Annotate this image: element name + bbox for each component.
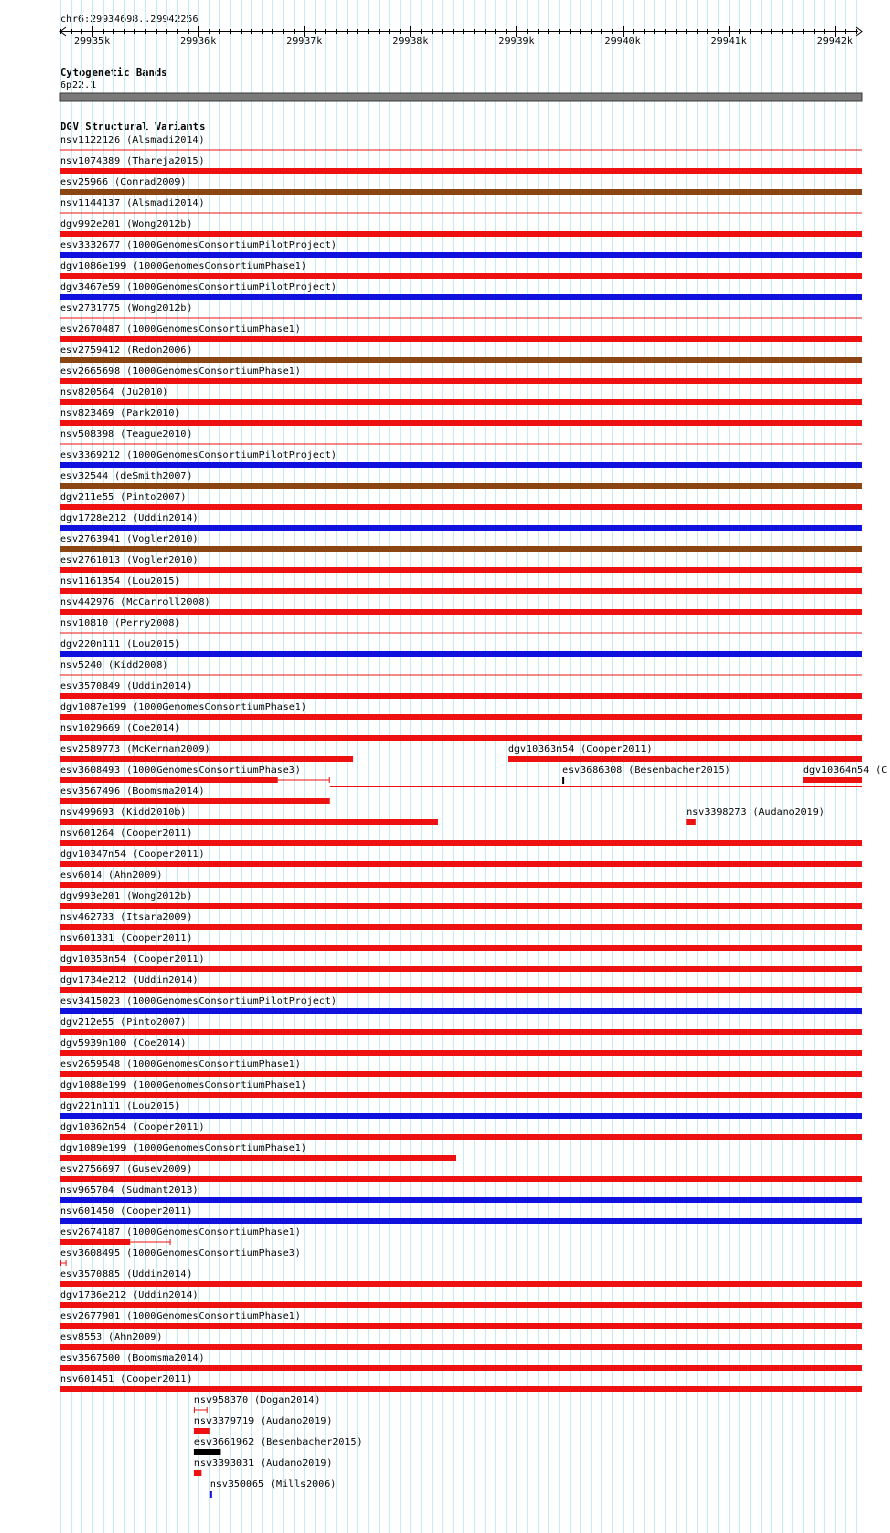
variant-bar [60, 1344, 862, 1350]
variant-bar [60, 1386, 862, 1392]
variant-bar [60, 693, 862, 699]
variant-feature [60, 429, 862, 444]
variant-label: dgv1089e199 (1000GenomesConsortiumPhase1) [60, 1143, 307, 1154]
ruler-tick-label: 29941k [710, 36, 747, 47]
variant-label: nsv3393031 (Audano2019) [193, 1458, 333, 1469]
cytoband-track-title: Cytogenetic Bands [60, 67, 168, 79]
variant-feature [60, 723, 862, 741]
variant-feature [60, 954, 862, 972]
variant-bar [60, 756, 353, 762]
variant-bar [60, 1113, 862, 1119]
variant-bar [60, 1281, 862, 1287]
variant-bar [60, 1071, 862, 1077]
cytoband-label: 6p22.1 [60, 80, 97, 91]
variant-bar [60, 525, 862, 531]
variant-label: dgv10364n54 (C [803, 765, 888, 776]
variant-feature [194, 1458, 332, 1476]
variant-label: esv2759412 (Redon2006) [60, 345, 193, 356]
variant-bar [60, 336, 862, 342]
variant-bar [60, 819, 438, 825]
variant-bar [60, 1092, 862, 1098]
variant-label: esv3661962 (Besenbacher2015) [193, 1437, 363, 1448]
variant-feature [60, 177, 862, 195]
variant-label: nsv10810 (Perry2008) [60, 618, 181, 629]
variant-label: nsv965704 (Sudmant2013) [60, 1185, 199, 1196]
variant-label: esv2761013 (Vogler2010) [60, 555, 199, 566]
variant-label: esv25966 (Conrad2009) [60, 177, 187, 188]
variant-bar [60, 945, 862, 951]
variant-label: nsv3398273 (Audano2019) [686, 807, 825, 818]
variant-feature [60, 1290, 862, 1308]
variant-feature [60, 765, 330, 783]
variant-bar [60, 1302, 862, 1308]
variant-feature [60, 618, 862, 633]
dgv-track-title: DGV Structural Variants [60, 121, 206, 133]
variant-feature [60, 1206, 862, 1224]
variant-feature [60, 1017, 862, 1035]
variant-label: esv3567500 (Boomsma2014) [60, 1353, 205, 1364]
variant-label: dgv10347n54 (Cooper2011) [60, 849, 205, 860]
variant-bar [60, 1155, 456, 1161]
variant-label: esv3570885 (Uddin2014) [60, 1269, 193, 1280]
variant-feature [60, 534, 862, 552]
variant-label: dgv992e201 (Wong2012b) [60, 219, 193, 230]
variant-label: dgv221n111 (Lou2015) [60, 1101, 181, 1112]
variant-feature [60, 1038, 862, 1056]
variant-bar [60, 1029, 862, 1035]
variant-feature [194, 1395, 320, 1413]
variant-bar [60, 546, 862, 552]
variant-label: dgv212e55 (Pinto2007) [60, 1017, 187, 1028]
variant-feature [60, 282, 862, 300]
variant-label: esv6014 (Ahn2009) [60, 870, 163, 881]
variant-bar [60, 294, 862, 300]
variant-label: nsv5240 (Kidd2008) [60, 660, 169, 671]
variant-bar [60, 231, 862, 237]
variant-feature [60, 366, 862, 384]
variant-label: nsv820564 (Ju2010) [60, 387, 169, 398]
variant-label: esv3686308 (Besenbacher2015) [562, 765, 731, 776]
variant-bar [60, 714, 862, 720]
variant-feature [60, 345, 862, 363]
ruler-tick-label: 29936k [180, 36, 217, 47]
variant-bar [803, 777, 862, 783]
variant-feature [60, 471, 862, 489]
variant-label: esv2731775 (Wong2012b) [60, 303, 193, 314]
variant-bar [60, 966, 862, 972]
variant-feature [60, 387, 862, 405]
variant-bar [60, 1218, 862, 1224]
variant-bar [60, 1197, 862, 1203]
variant-bar [60, 735, 862, 741]
variant-label: esv2665698 (1000GenomesConsortiumPhase1) [60, 366, 301, 377]
variant-feature [60, 1353, 862, 1371]
variant-label: esv2659548 (1000GenomesConsortiumPhase1) [60, 1059, 301, 1070]
variant-feature [60, 324, 862, 342]
variant-bar [60, 399, 862, 405]
variant-label: esv3369212 (1000GenomesConsortiumPilotProject) [60, 450, 337, 461]
ruler [60, 26, 862, 47]
variant-label: dgv1736e212 (Uddin2014) [60, 1290, 199, 1301]
variant-bar [60, 861, 862, 867]
variant-label: nsv3379719 (Audano2019) [193, 1416, 333, 1427]
variant-feature [60, 786, 862, 804]
variant-feature [60, 1080, 862, 1098]
variant-feature [60, 1122, 862, 1140]
variant-label: dgv10362n54 (Cooper2011) [60, 1122, 205, 1133]
variant-bar [60, 1365, 862, 1371]
variant-feature [60, 219, 862, 237]
variant-feature [60, 849, 862, 867]
variant-feature [508, 744, 862, 762]
variant-feature [60, 1059, 862, 1077]
variant-label: esv8553 (Ahn2009) [60, 1332, 163, 1343]
variant-feature [60, 744, 353, 762]
variant-feature [60, 912, 862, 930]
variant-label: nsv508398 (Teague2010) [60, 429, 193, 440]
cytoband-bar [60, 93, 862, 101]
variant-feature [60, 1227, 301, 1245]
variant-bar [60, 168, 862, 174]
variant-feature [60, 891, 862, 909]
variant-feature [60, 870, 862, 888]
variant-feature [60, 450, 862, 468]
variant-bar [60, 504, 862, 510]
variant-bar [60, 1050, 862, 1056]
variant-bar [194, 1470, 201, 1476]
variant-feature [60, 681, 862, 699]
variant-bar [60, 903, 862, 909]
variant-bar [60, 1239, 130, 1245]
variant-feature [60, 1374, 862, 1392]
variant-label: nsv601450 (Cooper2011) [60, 1206, 193, 1217]
variant-bar [60, 1323, 862, 1329]
variant-bar [60, 651, 862, 657]
variant-label: nsv601264 (Cooper2011) [60, 828, 193, 839]
ruler-tick-label: 29935k [73, 36, 111, 47]
variant-label: dgv1734e212 (Uddin2014) [60, 975, 199, 986]
variant-tick [562, 777, 564, 784]
variant-feature [60, 1185, 862, 1203]
variant-feature [60, 513, 862, 531]
variant-feature [60, 1248, 301, 1266]
variant-label: esv2670487 (1000GenomesConsortiumPhase1) [60, 324, 301, 335]
ruler-tick-label: 29942k [816, 36, 853, 47]
ruler-tick-label: 29940k [604, 36, 641, 47]
variant-feature [60, 1332, 862, 1350]
variant-label: dgv1086e199 (1000GenomesConsortiumPhase1) [60, 261, 307, 272]
variant-label: esv3415023 (1000GenomesConsortiumPilotProject) [60, 996, 337, 1007]
variant-label: nsv958370 (Dogan2014) [193, 1395, 321, 1406]
variant-feature [60, 261, 862, 279]
location-label: chr6:29934698..29942256 [60, 14, 199, 25]
variant-feature [210, 1479, 336, 1498]
variant-feature [60, 639, 862, 657]
variant-label: nsv823469 (Park2010) [60, 408, 181, 419]
variant-bar [60, 357, 862, 363]
ruler-tick-label: 29937k [286, 36, 323, 47]
variant-label: dgv1088e199 (1000GenomesConsortiumPhase1) [60, 1080, 307, 1091]
variant-label: esv3608495 (1000GenomesConsortiumPhase3) [60, 1248, 301, 1259]
variant-feature [60, 1269, 862, 1287]
variant-bar [194, 1428, 210, 1434]
variant-feature [60, 1143, 456, 1161]
variant-label: esv3332677 (1000GenomesConsortiumPilotProject) [60, 240, 337, 251]
variant-label: dgv993e201 (Wong2012b) [60, 891, 193, 902]
variant-label: nsv462733 (Itsara2009) [60, 912, 193, 923]
variant-bar [194, 1449, 221, 1455]
variant-bar [60, 420, 862, 426]
variant-bar [60, 567, 862, 573]
variant-bar [60, 1134, 862, 1140]
variant-feature [562, 765, 731, 784]
variant-feature [803, 765, 887, 783]
variant-label: dgv10353n54 (Cooper2011) [60, 954, 205, 965]
ruler-tick-label: 29938k [392, 36, 429, 47]
variant-label: nsv442976 (McCarroll2008) [60, 597, 211, 608]
variant-bar [60, 840, 862, 846]
variant-label: esv32544 (deSmith2007) [60, 471, 193, 482]
variant-feature [60, 660, 862, 675]
variant-bar [60, 798, 330, 804]
variant-label: dgv10363n54 (Cooper2011) [508, 744, 653, 755]
variant-label: nsv1122126 (Alsmadi2014) [60, 135, 205, 146]
variant-bar [60, 462, 862, 468]
variant-feature [60, 555, 862, 573]
variant-feature [60, 156, 862, 174]
variant-label: nsv499693 (Kidd2010b) [60, 807, 187, 818]
variant-label: nsv1161354 (Lou2015) [60, 576, 181, 587]
variant-label: nsv1029669 (Coe2014) [60, 723, 181, 734]
variant-feature [60, 303, 862, 318]
variant-bar [60, 987, 862, 993]
variant-feature [60, 240, 862, 258]
dgv-rows [60, 135, 887, 1498]
variant-feature [60, 135, 862, 150]
variant-bar [60, 882, 862, 888]
variant-feature [60, 702, 862, 720]
variant-bar [508, 756, 862, 762]
variant-bar [60, 483, 862, 489]
variant-feature [60, 198, 862, 213]
variant-bar [60, 1176, 862, 1182]
variant-label: nsv1144137 (Alsmadi2014) [60, 198, 205, 209]
variant-label: esv3567496 (Boomsma2014) [60, 786, 205, 797]
variant-feature [60, 597, 862, 615]
variant-bar [60, 273, 862, 279]
variant-bar [60, 609, 862, 615]
variant-bar [60, 1008, 862, 1014]
variant-label: esv2756697 (Gusev2009) [60, 1164, 193, 1175]
variant-label: nsv601451 (Cooper2011) [60, 1374, 193, 1385]
variant-label: dgv3467e59 (1000GenomesConsortiumPilotProject) [60, 282, 337, 293]
variant-feature [194, 1437, 363, 1455]
variant-feature [60, 828, 862, 846]
variant-bar [60, 588, 862, 594]
variant-feature [60, 975, 862, 993]
variant-feature [194, 1416, 332, 1434]
variant-bar [686, 819, 696, 825]
variant-label: esv3570849 (Uddin2014) [60, 681, 193, 692]
variant-bar [60, 924, 862, 930]
variant-bar [60, 378, 862, 384]
variant-label: nsv350065 (Mills2006) [209, 1479, 337, 1490]
variant-label: esv3608493 (1000GenomesConsortiumPhase3) [60, 765, 301, 776]
variant-feature [60, 1164, 862, 1182]
variant-bar [60, 252, 862, 258]
variant-label: nsv601331 (Cooper2011) [60, 933, 193, 944]
variant-feature [60, 1101, 862, 1119]
ruler-tick-label: 29939k [498, 36, 535, 47]
variant-feature [60, 492, 862, 510]
variant-feature [60, 996, 862, 1014]
variant-feature [60, 408, 862, 426]
variant-label: esv2589773 (McKernan2009) [60, 744, 211, 755]
variant-label: esv2677901 (1000GenomesConsortiumPhase1) [60, 1311, 301, 1322]
variant-label: dgv5939n100 (Coe2014) [60, 1038, 187, 1049]
variant-label: esv2763941 (Vogler2010) [60, 534, 199, 545]
variant-bar [60, 189, 862, 195]
variant-label: dgv211e55 (Pinto2007) [60, 492, 187, 503]
variant-label: dgv1087e199 (1000GenomesConsortiumPhase1) [60, 702, 307, 713]
variant-tick [210, 1491, 212, 1498]
variant-label: nsv1074389 (Thareja2015) [60, 156, 205, 167]
variant-feature [60, 807, 438, 825]
variant-feature [60, 933, 862, 951]
variant-label: dgv1728e212 (Uddin2014) [60, 513, 199, 524]
variant-bar [60, 777, 278, 783]
variant-label: esv2674187 (1000GenomesConsortiumPhase1) [60, 1227, 301, 1238]
variant-feature [60, 1311, 862, 1329]
variant-feature [60, 576, 862, 594]
variant-label: dgv220n111 (Lou2015) [60, 639, 181, 650]
